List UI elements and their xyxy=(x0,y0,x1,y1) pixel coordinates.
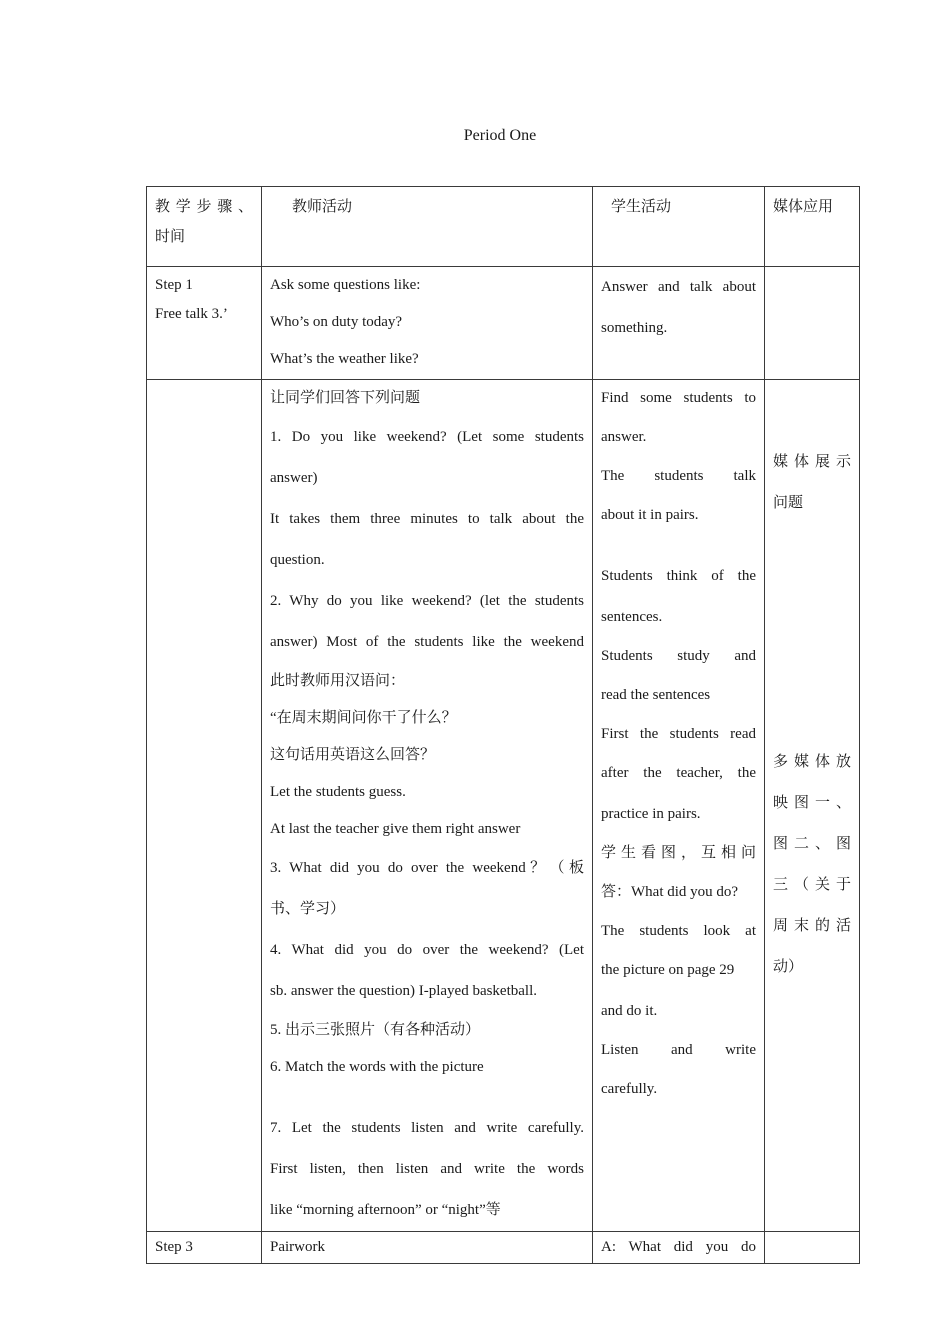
student-line-17: Listen and write xyxy=(601,1042,756,1058)
teacher-line-15: 4. What did you do over the weekend? (Let xyxy=(270,942,584,958)
student-line-4: about it in pairs. xyxy=(601,507,699,523)
step-3-cell xyxy=(147,1232,262,1264)
student-line-16: and do it. xyxy=(601,1003,658,1019)
teacher-line-5: question. xyxy=(270,552,325,568)
step-3-student-text: A: What did you do xyxy=(601,1239,756,1255)
step-1-teacher-line-2: Who’s on duty today? xyxy=(270,314,403,330)
student-line-9: First the students read xyxy=(601,726,756,742)
teacher-line-7: answer) Most of the students like the weekend xyxy=(270,634,584,650)
main-step-cell xyxy=(147,380,262,1232)
step-3-teacher-text: Pairwork xyxy=(270,1239,325,1255)
media-b-line-6: 动） xyxy=(773,959,804,975)
teacher-line-3: answer) xyxy=(270,470,318,486)
header-teacher xyxy=(262,187,593,267)
header-media-label: 媒体应用 xyxy=(773,199,834,215)
step-3-teacher xyxy=(262,1232,593,1264)
student-line-12: 学生看图，互相问 xyxy=(601,845,756,861)
step-1-media xyxy=(765,267,860,380)
student-line-13: 答：What did you do? xyxy=(601,884,739,900)
header-student xyxy=(593,187,765,267)
header-teacher-label: 教师活动 xyxy=(292,199,353,215)
header-steps-line-1: 教学步骤、 xyxy=(155,199,253,215)
student-line-7: Students study and xyxy=(601,648,756,664)
step-3-label: Step 3 xyxy=(155,1239,193,1255)
teacher-line-1: 让同学们回答下列问题 xyxy=(270,390,421,406)
teacher-line-18: 6. Match the words with the picture xyxy=(270,1059,484,1075)
student-line-14: The students look at xyxy=(601,923,756,939)
teacher-line-21: like “morning afternoon” or “night”等 xyxy=(270,1202,501,1218)
teacher-line-14: 书、学习） xyxy=(270,901,346,917)
step-1-student-line-2: something. xyxy=(601,320,668,336)
header-student-label: 学生活动 xyxy=(611,199,672,215)
teacher-line-2: 1. Do you like weekend? (Let some students xyxy=(270,429,584,445)
step-1-teacher-line-1: Ask some questions like: xyxy=(270,277,421,293)
teacher-line-17: 5. 出示三张照片（有各种活动） xyxy=(270,1022,481,1038)
table-row-step-1 xyxy=(147,267,860,380)
teacher-line-6: 2. Why do you like weekend? (let the students xyxy=(270,593,584,609)
step-1-teacher xyxy=(262,267,593,380)
step-1-student xyxy=(593,267,765,380)
student-line-1: Find some students to xyxy=(601,390,756,406)
teacher-line-19: 7. Let the students listen and write carefully. xyxy=(270,1120,584,1136)
student-line-2: answer. xyxy=(601,429,647,445)
step-1-sub: Free talk 3.’ xyxy=(155,306,228,322)
table-row-main xyxy=(147,380,860,1232)
student-line-11: practice in pairs. xyxy=(601,806,701,822)
teacher-line-10: 这句话用英语这么回答？ xyxy=(270,747,436,763)
student-line-6: sentences. xyxy=(601,609,663,625)
media-a-line-1: 媒体展示 xyxy=(773,454,851,470)
teacher-line-13: 3. What did you do over the weekend？（板 xyxy=(270,860,584,876)
header-steps xyxy=(147,187,262,267)
header-media xyxy=(765,187,860,267)
table-header-row xyxy=(147,187,860,267)
teacher-line-11: Let the students guess. xyxy=(270,784,406,800)
step-1-teacher-line-3: What’s the weather like? xyxy=(270,351,419,367)
media-a-line-2: 问题 xyxy=(773,495,804,511)
main-teacher xyxy=(262,380,593,1232)
media-b-line-3: 图二、图 xyxy=(773,836,851,852)
step-1-student-line-1: Answer and talk about xyxy=(601,279,756,295)
teacher-line-16: sb. answer the question) I-played basketball. xyxy=(270,983,538,999)
page-title: Period One xyxy=(463,127,537,144)
student-line-15: the picture on page 29 xyxy=(601,962,735,978)
table-row-step-3 xyxy=(147,1232,860,1264)
step-3-media xyxy=(765,1232,860,1264)
teacher-line-9: “在周末期间问你干了什么？ xyxy=(270,710,457,726)
teacher-line-20: First listen, then listen and write the words xyxy=(270,1161,584,1177)
student-line-10: after the teacher, the xyxy=(601,765,756,781)
step-1-label: Step 1 xyxy=(155,277,193,293)
media-b-line-1: 多媒体放 xyxy=(773,754,851,770)
step-3-student xyxy=(593,1232,765,1264)
teacher-line-12: At last the teacher give them right answer xyxy=(270,821,521,837)
media-b-line-2: 映图一、 xyxy=(773,795,851,811)
main-media xyxy=(765,380,860,1232)
header-steps-line-2: 时间 xyxy=(155,229,186,245)
student-line-8: read the sentences xyxy=(601,687,711,703)
step-1-cell xyxy=(147,267,262,380)
student-line-5: Students think of the xyxy=(601,568,756,584)
main-student xyxy=(593,380,765,1232)
media-b-line-4: 三（关于 xyxy=(773,877,851,893)
lesson-plan-table xyxy=(146,186,860,1264)
student-line-18: carefully. xyxy=(601,1081,658,1097)
teacher-line-4: It takes them three minutes to talk about the xyxy=(270,511,584,527)
media-b-line-5: 周末的活 xyxy=(773,918,851,934)
student-line-3: The students talk xyxy=(601,468,756,484)
teacher-line-8: 此时教师用汉语问： xyxy=(270,673,406,689)
